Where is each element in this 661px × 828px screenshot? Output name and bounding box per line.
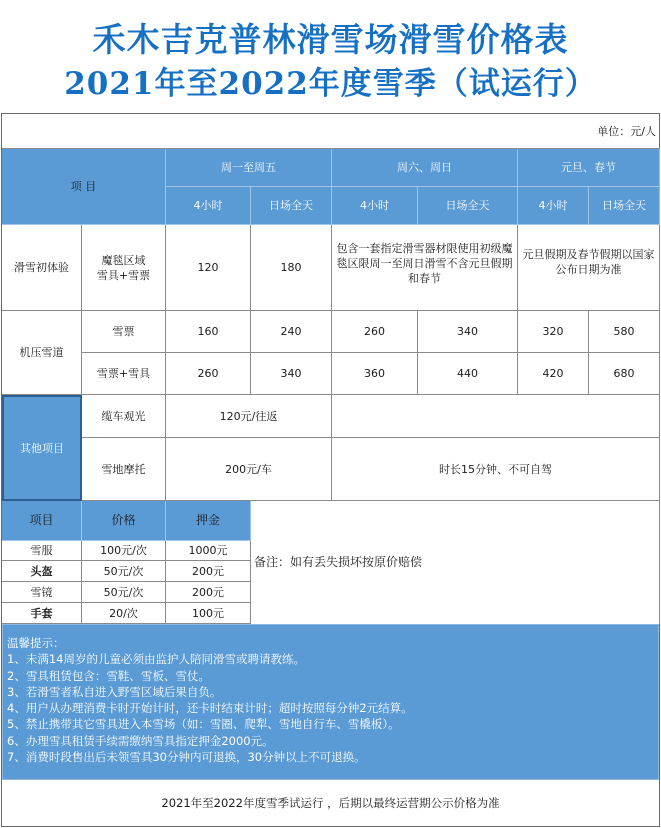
groomed-row-2-we-day: 440 bbox=[418, 353, 518, 395]
groomed-row-2-wd-day: 340 bbox=[251, 353, 332, 395]
groomed-row-2-name: 雪票+雪具 bbox=[82, 353, 166, 395]
cable-name: 缆车观光 bbox=[82, 395, 166, 438]
groomed-row-2-ho-4h: 420 bbox=[518, 353, 589, 395]
rental-row-2-name: 头盔 bbox=[2, 561, 82, 582]
cable-price: 120元/往返 bbox=[166, 395, 332, 438]
header-item: 项 目 bbox=[2, 149, 166, 225]
footer-note: 2021年至2022年度雪季试运行 ，后期以最终运营期公示价格为准 bbox=[161, 795, 500, 810]
header-ho-4h: 4小时 bbox=[518, 187, 589, 225]
header-we-day: 日场全天 bbox=[418, 187, 518, 225]
rental-row-3-name: 雪镜 bbox=[2, 582, 82, 603]
title-line-1: 禾木吉克普林滑雪场滑雪价格表 bbox=[92, 20, 569, 59]
moto-name: 雪地摩托 bbox=[82, 438, 166, 501]
groomed-row-1-we-4h: 260 bbox=[332, 311, 418, 353]
beginner-sub: 魔毯区域 雪具+雪票 bbox=[82, 225, 166, 311]
rental-row-3-price: 50元/次 bbox=[82, 582, 166, 603]
rental-header-deposit: 押金 bbox=[166, 501, 251, 541]
price-sheet bbox=[1, 113, 660, 827]
moto-note: 时长15分钟、不可自驾 bbox=[332, 438, 660, 501]
rental-row-4-price: 20/次 bbox=[82, 603, 166, 624]
groomed-label: 机压雪道 bbox=[2, 311, 82, 395]
tips-box bbox=[2, 624, 659, 780]
rental-row-4-deposit: 100元 bbox=[166, 603, 251, 624]
rental-row-2-price: 50元/次 bbox=[82, 561, 166, 582]
cable-note bbox=[332, 395, 660, 438]
beginner-label: 滑雪初体验 bbox=[2, 225, 82, 311]
other-label: 其他项目 bbox=[2, 395, 82, 501]
rental-row-1-price: 100元/次 bbox=[82, 541, 166, 561]
beginner-weekend-note: 包含一套指定滑雪器材限使用初级魔毯区限周一至周日滑雪不含元旦假期和春节 bbox=[332, 225, 518, 311]
beginner-holiday-note: 元旦假期及春节假期以国家公布日期为准 bbox=[518, 225, 660, 311]
tip-1: 1、未满14周岁的儿童必须由监护人陪同滑雪或聘请教练。 bbox=[7, 652, 305, 667]
tip-5: 5、禁止携带其它雪具进入本雪场（如：雪圈、爬犁、雪地自行车、雪橇板）。 bbox=[7, 717, 400, 732]
groomed-row-1-wd-day: 240 bbox=[251, 311, 332, 353]
beginner-wd-4h: 120 bbox=[166, 225, 251, 311]
groomed-row-2-ho-day: 680 bbox=[589, 353, 660, 395]
groomed-row-1-we-day: 340 bbox=[418, 311, 518, 353]
rental-row-1-deposit: 1000元 bbox=[166, 541, 251, 561]
beginner-wd-day: 180 bbox=[251, 225, 332, 311]
tips-heading: 温馨提示： bbox=[7, 636, 65, 650]
rental-note: 备注：如有丢失损坏按原价赔偿 bbox=[251, 501, 660, 624]
moto-price: 200元/车 bbox=[166, 438, 332, 501]
tip-7: 7、消费时段售出后未领雪具30分钟内可退换，30分钟以上不可退换。 bbox=[7, 750, 366, 765]
rental-row-4-name: 手套 bbox=[2, 603, 82, 624]
tip-2: 2、雪具租赁包含：雪鞋、雪板、雪仗。 bbox=[7, 668, 210, 683]
groomed-row-1-name: 雪票 bbox=[82, 311, 166, 353]
rental-header-item: 项目 bbox=[2, 501, 82, 541]
rental-row-1-name: 雪服 bbox=[2, 541, 82, 561]
header-holiday: 元旦、春节 bbox=[518, 149, 660, 187]
unit-label: 单位：元/人 bbox=[597, 124, 656, 138]
title-line-2: 2021年至2022年度雪季（试运行） bbox=[64, 66, 597, 102]
tip-4: 4、用户从办理消费卡时开始计时，还卡时结束计时；超时按照每分钟2元结算。 bbox=[7, 701, 413, 716]
groomed-row-1-ho-4h: 320 bbox=[518, 311, 589, 353]
header-weekday: 周一至周五 bbox=[166, 149, 332, 187]
groomed-row-1-ho-day: 580 bbox=[589, 311, 660, 353]
header-weekend: 周六、周日 bbox=[332, 149, 518, 187]
tip-6: 6、办理雪具租赁手续需缴纳雪具指定押金2000元。 bbox=[7, 733, 274, 748]
rental-row-2-deposit: 200元 bbox=[166, 561, 251, 582]
header-wd-day: 日场全天 bbox=[251, 187, 332, 225]
rental-row-3-deposit: 200元 bbox=[166, 582, 251, 603]
groomed-row-2-wd-4h: 260 bbox=[166, 353, 251, 395]
groomed-row-1-wd-4h: 160 bbox=[166, 311, 251, 353]
header-we-4h: 4小时 bbox=[332, 187, 418, 225]
header-ho-day: 日场全天 bbox=[589, 187, 660, 225]
rental-header-price: 价格 bbox=[82, 501, 166, 541]
header-wd-4h: 4小时 bbox=[166, 187, 251, 225]
tip-3: 3、若滑雪者私自进入野雪区域后果自负。 bbox=[7, 684, 222, 699]
groomed-row-2-we-4h: 360 bbox=[332, 353, 418, 395]
